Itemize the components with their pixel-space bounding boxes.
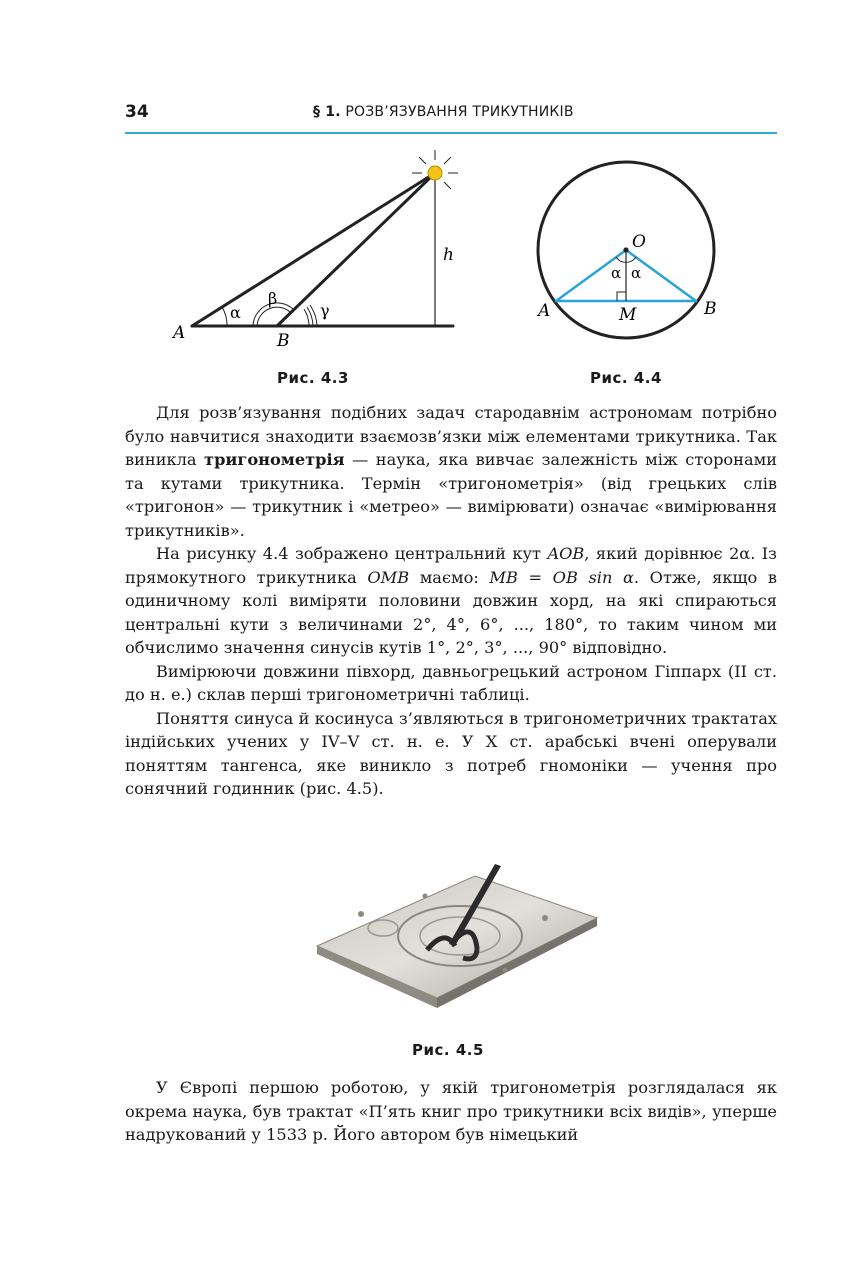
figure-4-4	[528, 150, 733, 350]
paragraph-4: Поняття синуса й косинуса з’являються в тригонометричних трактатах індійських учених у IV–V ст. н. е. У X ст. арабські вчені оперували поняттям тангенса, яке виникло з потреб гномоніки — учення про сонячний годинник (рис. 4.5).	[125, 708, 777, 798]
caption-figure-4-4: Рис. 4.4	[590, 369, 662, 387]
section-title	[313, 104, 574, 120]
text-block-1	[125, 401, 777, 801]
paragraph-2: На рисунку 4.4 зображено центральний кут AOB, який дорівнює 2α. Із прямокутного трикутника OMB маємо: MB = OB sin α. Отже, якщо в одиничному колі виміряти половини довжин хорд, на які спираються центральні кути з величинами 2°, 4°, 6°, ..., 180°, то таким чином ми обчислимо значення синусів кутів 1°, 2°, 3°, ..., 90° відповідно.	[125, 544, 777, 657]
label-alpha: α	[230, 303, 241, 322]
paragraph-1: Для розв’язування подібних задач стародавнім астрономам потрібно було навчитися знаходити взаємозв’язки між елементами трикутника. Так виникла тригонометрія — наука, яка вивчає залежність між сторонами та кутами трикутника. Термін «тригонометрія» (від грецьких слів «тригонон» — трикутник і «метрео» — вимірювати) означає «вимірювання трикутників».	[125, 403, 777, 540]
label-b2: B	[704, 299, 717, 319]
paragraph-3: Вимірюючи довжини півхорд, давньогрецький астроном Гіппарх (II ст. до н. е.) склав перші тригонометричні таблиці.	[125, 661, 777, 704]
caption-figure-4-3: Рис. 4.3	[277, 369, 349, 387]
text-block-2	[125, 1076, 777, 1147]
label-h: h	[443, 245, 454, 265]
page-header	[125, 96, 777, 134]
label-b: B	[277, 331, 290, 351]
figure-4-3	[165, 148, 475, 353]
label-m: M	[619, 305, 637, 325]
section-prefix: § 1.	[313, 104, 341, 120]
label-a: A	[173, 323, 186, 343]
label-o: O	[632, 232, 646, 252]
sundial-photo	[305, 858, 605, 1028]
section-title-text: РОЗВ’ЯЗУВАННЯ ТРИКУТНИКІВ	[345, 104, 574, 120]
label-beta: β	[268, 289, 278, 308]
term-trigonometry: тригонометрія	[204, 450, 345, 469]
label-a2: A	[538, 301, 551, 321]
paragraph-5: У Європі першою роботою, у якій тригонометрія розглядалася як окрема наука, був трактат «П’ять книг про трикутники всіх видів», уперше надрукований у 1533 р. Його автором був німецький	[125, 1078, 777, 1144]
label-alpha-right: α	[631, 264, 642, 282]
page-number: 34	[125, 102, 149, 122]
label-gamma: γ	[320, 301, 330, 320]
label-alpha-left: α	[611, 264, 622, 282]
caption-figure-4-5: Рис. 4.5	[412, 1041, 484, 1059]
formula: MB = OB sin α	[489, 567, 634, 587]
